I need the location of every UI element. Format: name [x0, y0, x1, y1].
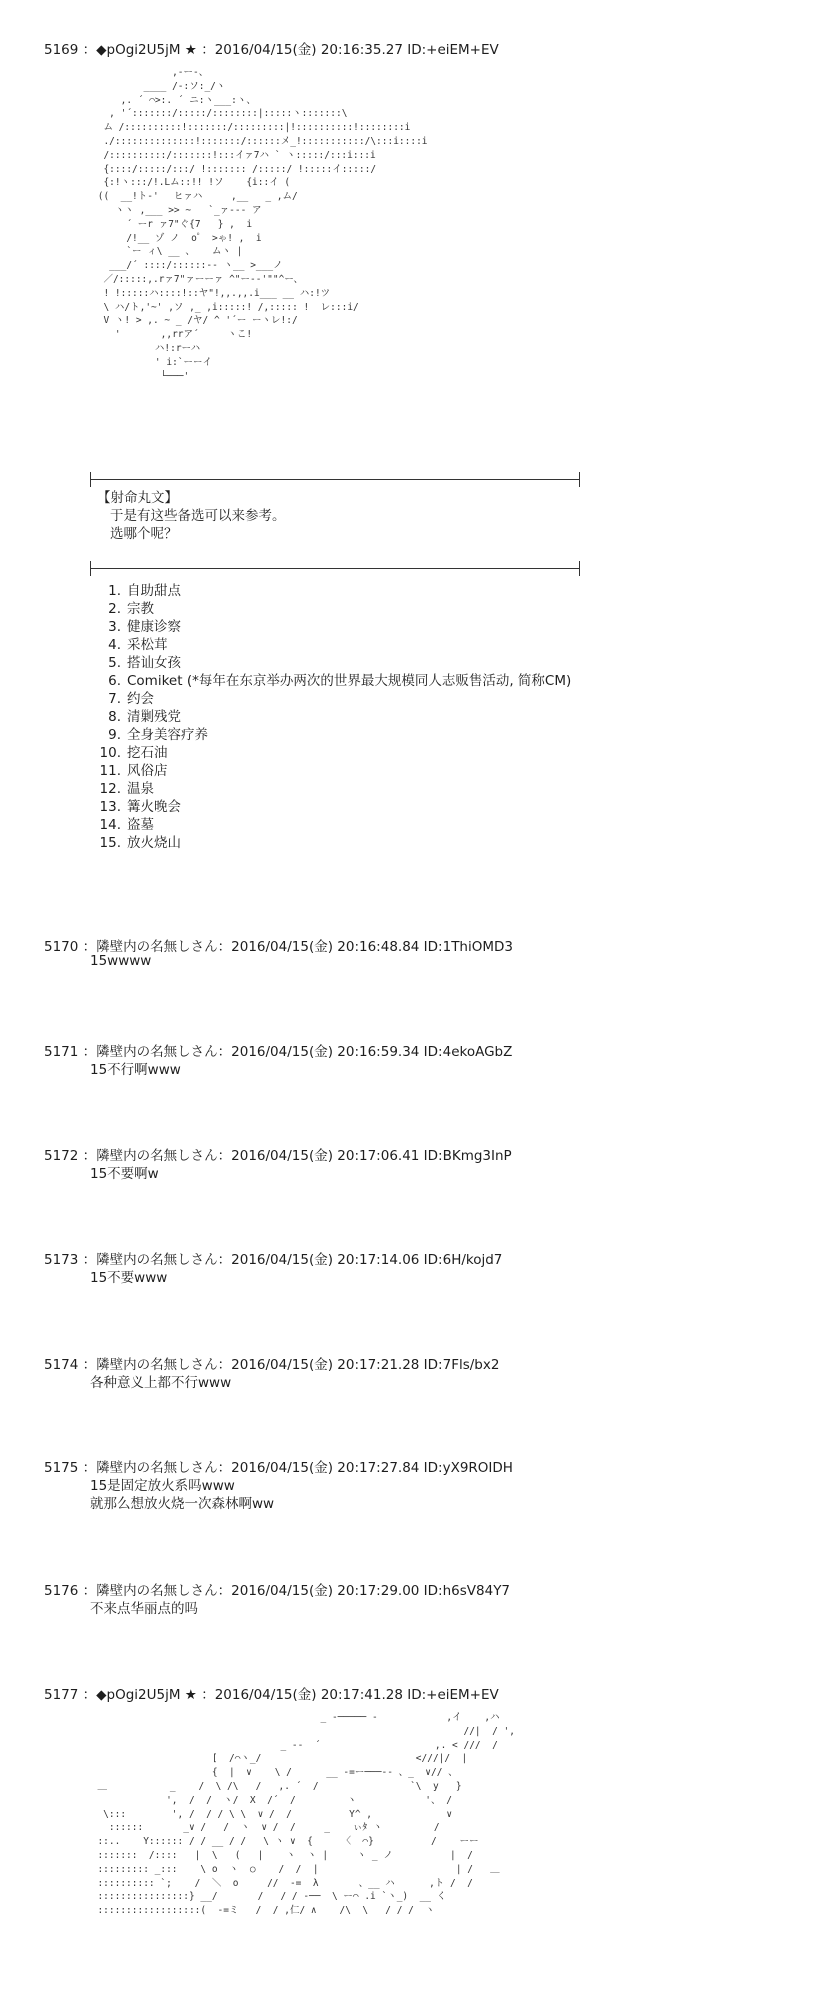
- list-item: 12. 温泉: [99, 781, 154, 797]
- list-item: 7. 约会: [108, 691, 154, 707]
- ascii-art-character: ,-ー-、 ____ /-:ソ:_/ヽ ,. ´ ⌒>:. ´ ニ:ヽ___:ヽ、 , '´:::::::/:::::/::::::::|:::::ヽ:::::::\ ム /::::::::::!:::::::/:::::::::|!::::::::::!::::::::i ./::::::::::::::!:::::::/::::::メ_!:::::::::::/\:::i::::i /::::::::::/:::::::!:::イァ7ハ ` ヽ:::::/:::i:::i {::::/:::::/:::/ !::::::: /:::::/ !:::::イ:::::/ {:!ヽ:::/!.Lム::!! !ソ {i::イ ( (( __!ト-' ヒァハ ,__ _ ,ム/ ヽヽ ,___ >> ~ `_ァ-‐- ア ´ ーr ァ7"ぐ{7 } , i /!__ ゾ ノ o゜ >ゃ! , i `ー ィ\ __ 、 ムヽ | ___/´ ::::/::::::-- ヽ__ >___ノ ／/:::::,.rァ7"ァーーァ ^"ー-‐'""^ー、 ! !:::::ハ::::!::ヤ"!,,.,,.i___ __ ハ:!ツ \ ハ/ト,'~' ,ソ ,_ ,i:::::! /,::::: ! レ:::i/ V ヽ! > ,. ~ _ /ヤ/ ^ '´ー ーヽレ!:/ ' ,,rrア´ ヽこ! ハ!:rーハ ' i:`ーーイ └───': [97, 67, 428, 382]
- list-item: 13. 篝火晚会: [99, 799, 181, 815]
- post-body: 15是固定放火系吗www: [90, 1478, 235, 1494]
- post-header: 5173 ：隣壁内の名無しさん：2016/04/15(金) 20:17:14.06 ID:6H/kojd7: [44, 1252, 503, 1268]
- post-body: 各种意义上都不行www: [90, 1375, 232, 1391]
- post-header: 5169 ：◆pOgi2U5jM ★ ：2016/04/15(金) 20:16:35.27 ID:+eiEM+EV: [44, 42, 499, 58]
- post-header: 5171 ：隣壁内の名無しさん：2016/04/15(金) 20:16:59.34 ID:4ekoAGbZ: [44, 1044, 513, 1060]
- post-header: 5177 ：◆pOgi2U5jM ★ ：2016/04/15(金) 20:17:41.28 ID:+eiEM+EV: [44, 1687, 499, 1703]
- post-body: 15wwww: [90, 953, 152, 969]
- list-item: 9. 全身美容疗养: [108, 727, 208, 743]
- post-body: 就那么想放火烧一次森林啊ww: [90, 1496, 275, 1512]
- list-item: 10. 挖石油: [99, 745, 168, 761]
- post-body: 15不要www: [90, 1270, 168, 1286]
- quote-line: 选哪个呢？: [110, 526, 178, 542]
- list-item: 14. 盗墓: [99, 817, 154, 833]
- list-item: 6. Comiket (*每年在东京举办两次的世界最大规模同人志贩售活动, 简称CM): [108, 673, 572, 689]
- post-header: 5170 ：隣壁内の名無しさん：2016/04/15(金) 20:16:48.84 ID:1ThiOMD3: [44, 939, 513, 955]
- ascii-art-scene: _ -───── - ,イ ,ハ //| / ', _ -‐ ´ ,. < /// / [ /⌒ヽ_/ <///|/ | { | ∨ \ / __ -=ー───-- 、_ ∨// 、 ＿ _ / \ /\ / ,. ´ / `\ y } ', / / ヽ/ X /´ / ヽ '、 / \::: ', / / / \ \ ∨ / / Y^ , ∨ :::::: _∨ / / ヽ ∨ / / _ ぃﾀ ヽ / ::.. Y:::::: / / __ / / \ ヽ ∨ { 〈 ⌒} / ーー ::::::: /:::: | \ ( | ヽ ヽ | ヽ _ ノ | / ::::::::: _::: \ o ヽ ○ / / | | / ＿ :::::::::: `; / ＼ o // -= λ 、__ ハ ,ト / / ::::::::::::::::} __/ / / / -── \ ー⌒ .i `ヽ_) __ く ::::::::::::::::::( ‐=ミ / / ,仁/ ∧ /\ \ / / / ヽ: [97, 1712, 515, 1917]
- list-item: 2. 宗教: [108, 601, 154, 617]
- list-item: 1. 自助甜点: [108, 583, 181, 599]
- list-item: 4. 采松茸: [108, 637, 168, 653]
- post-body: 15不行啊www: [90, 1062, 181, 1078]
- quote-top-divider: [90, 479, 580, 480]
- list-item: 3. 健康诊察: [108, 619, 181, 635]
- post-header: 5172 ：隣壁内の名無しさん：2016/04/15(金) 20:17:06.41 ID:BKmg3InP: [44, 1148, 512, 1164]
- post-body: 不来点华丽点的吗: [90, 1601, 198, 1617]
- post-header: 5174 ：隣壁内の名無しさん：2016/04/15(金) 20:17:21.28 ID:7Fls/bx2: [44, 1357, 500, 1373]
- quote-bottom-divider: [90, 568, 580, 569]
- quote-line: 于是有这些备选可以来参考。: [110, 508, 286, 524]
- list-item: 8. 清剿残党: [108, 709, 181, 725]
- list-item: 15. 放火烧山: [99, 835, 181, 851]
- quote-speaker: 【射命丸文】: [97, 490, 178, 506]
- post-header: 5176 ：隣壁内の名無しさん：2016/04/15(金) 20:17:29.00 ID:h6sV84Y7: [44, 1583, 511, 1599]
- list-item: 5. 搭讪女孩: [108, 655, 181, 671]
- post-body: 15不要啊w: [90, 1166, 159, 1182]
- post-header: 5175 ：隣壁内の名無しさん：2016/04/15(金) 20:17:27.84 ID:yX9ROIDH: [44, 1460, 513, 1476]
- list-item: 11. 风俗店: [99, 763, 168, 779]
